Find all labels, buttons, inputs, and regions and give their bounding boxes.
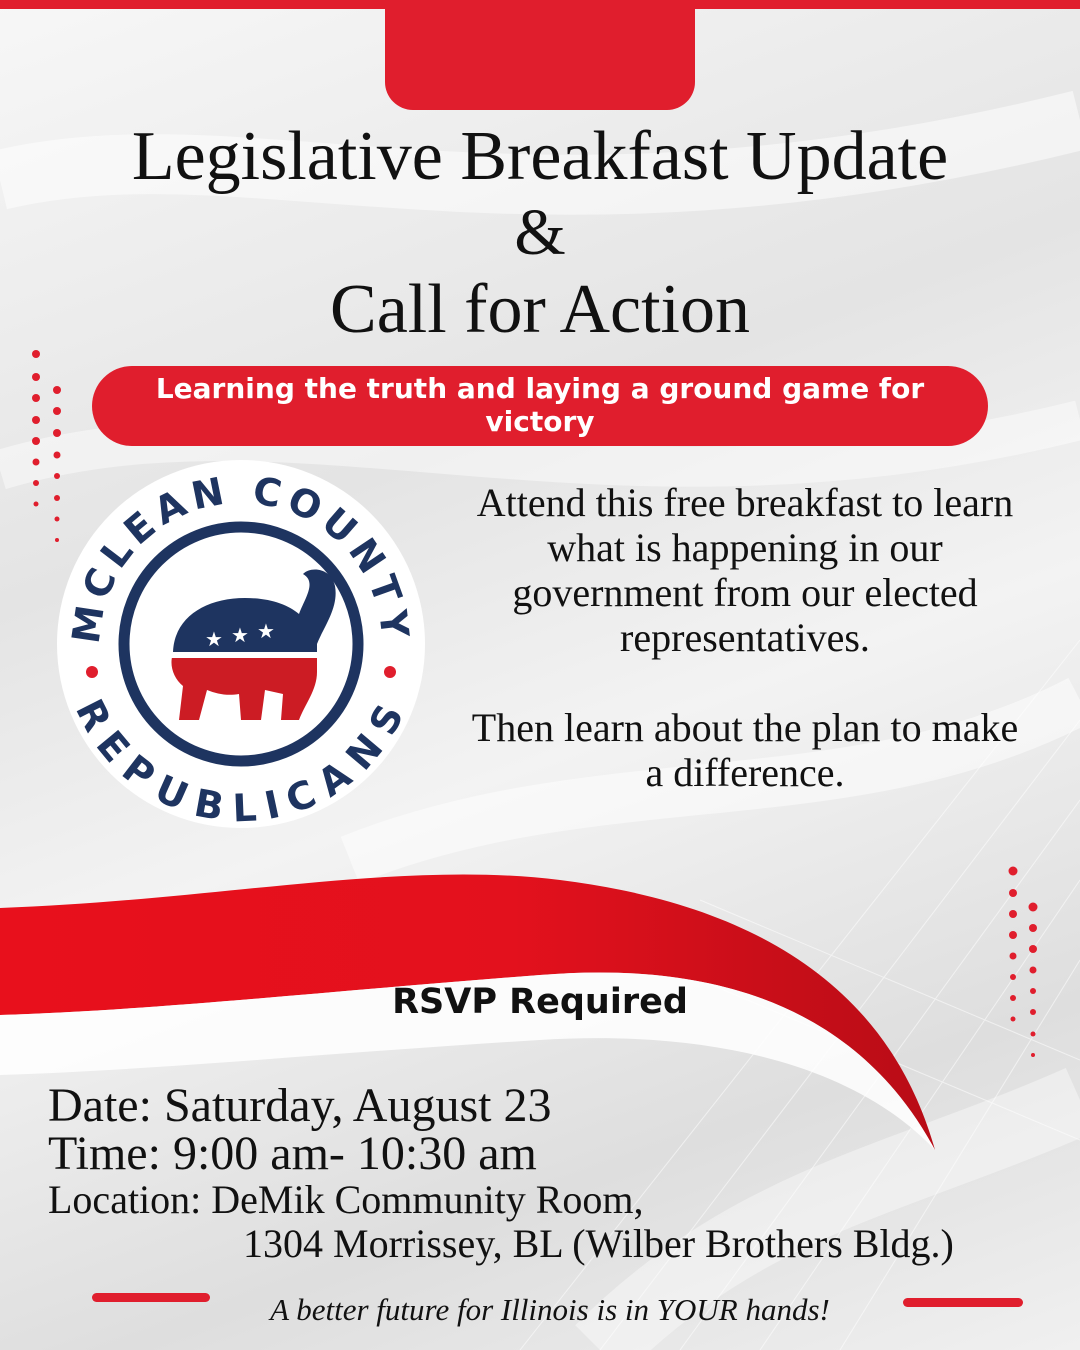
- event-location: Location: DeMik Community Room,: [48, 1177, 644, 1222]
- rsvp-label: RSVP Required: [392, 982, 688, 1022]
- logo-arc-top-text: MCLEAN COUNTY: [63, 467, 418, 647]
- logo-arc-bottom-text: REPUBLICANS: [67, 692, 415, 830]
- event-address: 1304 Morrissey, BL (Wilber Brothers Bldg.): [243, 1221, 954, 1266]
- dot-pattern-right: [1009, 867, 1038, 1058]
- title-line-1: Legislative Breakfast Update: [131, 118, 949, 195]
- description-paragraph: Attend this free breakfast to learn what is happening in our government from our elected representatives.: [476, 480, 1014, 660]
- svg-text:★: ★: [231, 623, 249, 647]
- plan-paragraph: Then learn about the plan to make a difference.: [471, 705, 1019, 795]
- top-accent-tab: [385, 0, 695, 110]
- title-line-2: &: [514, 196, 566, 269]
- event-time: Time: 9:00 am- 10:30 am: [48, 1127, 537, 1180]
- subtitle-banner-text: Learning the truth and laying a ground game for victory: [155, 372, 925, 438]
- tagline: A better future for Illinois is in YOUR hands!: [270, 1292, 830, 1327]
- mclean-county-republicans-logo: [55, 458, 427, 830]
- event-date: Date: Saturday, August 23: [48, 1079, 552, 1132]
- decorative-dash-left: [92, 1293, 210, 1302]
- svg-text:★: ★: [205, 627, 223, 651]
- decorative-dash-right: [903, 1298, 1023, 1307]
- title-line-3: Call for Action: [330, 271, 750, 348]
- svg-text:★: ★: [257, 619, 275, 643]
